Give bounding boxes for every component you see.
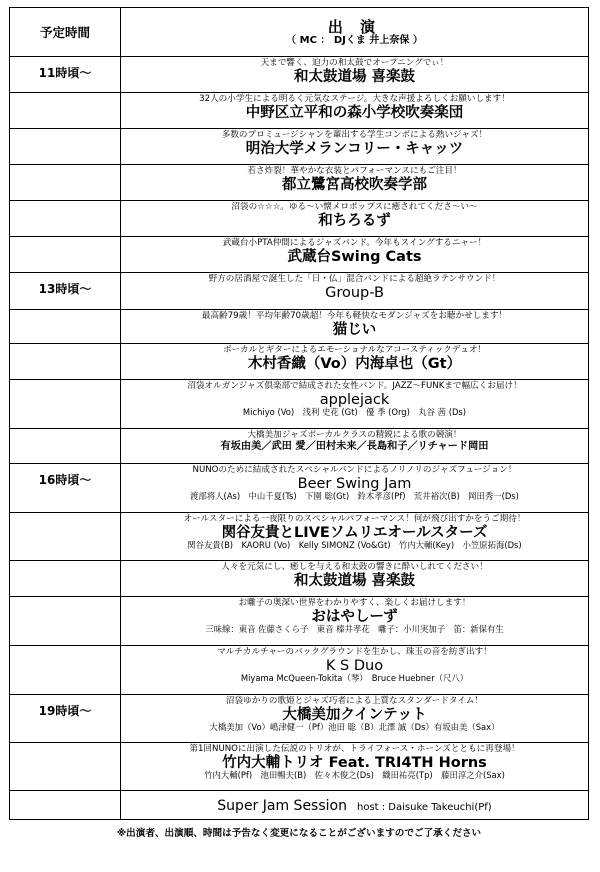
time-cell (10, 129, 121, 165)
final-session-host: host : Daisuke Takeuchi(Pf) (356, 802, 492, 814)
performance-description: 第1回NUNOに出演した伝説のトリオが、トライフォース・ホーンズとともに再登場！ (189, 744, 520, 754)
time-cell (10, 646, 121, 695)
performance-cell (121, 165, 589, 201)
performer-name: おはやしーず (311, 608, 398, 625)
time-cell (10, 597, 121, 646)
performer-name: 都立鷺宮高校吹奏学部 (282, 176, 427, 193)
performer-members: 渡部将人(As) 中山千夏(Ts) 下園 聡(Gt) 鈴木孝彦(Pf) 荒井裕次(B) 岡田秀一(Ds) (190, 490, 519, 501)
time-cell (10, 344, 121, 380)
time-label (10, 646, 120, 653)
time-label: 16時頃～ (38, 473, 92, 487)
schedule (9, 7, 589, 839)
time-cell (10, 237, 121, 273)
performer-name: 木村香織（Vo）内海卓也（Gt） (247, 355, 462, 372)
performer-name: K S Duo (325, 657, 384, 674)
performance-cell (121, 561, 589, 597)
performer-name: 和ちろるず (318, 212, 391, 229)
performer-members: Michiyo (Vo) 浅利 史花 (Gt) 優 季 (Org) 丸谷 茜 (Ds) (242, 406, 467, 417)
performance-description: 大橋美加ジャズボーカルクラスの精鋭による歌の競演！ (247, 430, 462, 440)
performance-cell (121, 93, 589, 129)
performance-cell (121, 237, 589, 273)
table-row (10, 695, 589, 743)
performer-name: 明治大学メランコリー・キャッツ (245, 140, 464, 157)
time-cell (10, 561, 121, 597)
table-row (10, 165, 589, 201)
time-label: 13時頃～ (38, 282, 92, 296)
time-label (10, 93, 120, 100)
time-label: 11時頃～ (38, 66, 92, 80)
performance-description: 武蔵台小PTA仲間によるジャズバンド。今年もスイングするニャー！ (222, 238, 487, 248)
performer-name: 竹内大輔トリオ Feat. TRI4TH Horns (222, 754, 487, 771)
time-column-header (10, 8, 121, 57)
schedule-table (9, 7, 589, 820)
time-cell (10, 273, 121, 310)
header-row (10, 8, 589, 57)
performance-description: マルチカルチャーのバックグラウンドを生かし、珠玉の音を紡ぎ出す！ (217, 647, 492, 657)
table-row (10, 561, 589, 597)
performer-header-title: 出 演 (327, 17, 382, 36)
performance-cell (121, 743, 589, 791)
performer-name: 大橋美加クインテット (282, 706, 427, 723)
performance-cell (121, 201, 589, 237)
table-row (10, 57, 589, 93)
time-label (10, 310, 120, 317)
time-cell (10, 380, 121, 429)
table-row (10, 380, 589, 429)
time-label: 19時頃～ (38, 704, 92, 718)
table-row (10, 237, 589, 273)
table-row (10, 93, 589, 129)
time-cell (10, 513, 121, 561)
table-row (10, 513, 589, 561)
table-row (10, 464, 589, 513)
table-row (10, 429, 589, 464)
time-cell (10, 743, 121, 791)
performer-name: applejack (319, 391, 390, 408)
performer-name: Beer Swing Jam (297, 475, 412, 492)
time-label (10, 513, 120, 520)
performance-description: NUNOのために結成されたスペシャルバンドによるノリノリのジャズフュージョン！ (192, 465, 517, 475)
time-label (10, 237, 120, 244)
performance-cell (121, 129, 589, 165)
performance-cell (121, 429, 589, 464)
time-cell (10, 201, 121, 237)
final-session-name: Super Jam Session (217, 798, 347, 815)
performance-description: ボーカルとギターによるエモーショナルなアコースティックデュオ！ (222, 345, 487, 355)
performer-members: 三味線：東音 佐藤さくら子 東音 榛井孝花 囃子：小川実加子 笛：新保有生 (205, 623, 504, 634)
performance-description: 32人の小学生による明るく元気なステージ。大きな声援よろしくお願いします！ (199, 94, 510, 104)
mc-credit: （ MC ： DJくま 井上奈保 ） (286, 35, 423, 47)
performance-description: お囃子の奥深い世界をわかりやすく、楽しくお届けします！ (238, 598, 471, 608)
performance-description: 若さ炸裂！華やかな衣装とパフォーマンスにもご注目！ (247, 166, 462, 176)
performance-description: 人々を元気にし、癒しを与える和太鼓の響きに酔いしれてください！ (221, 562, 488, 572)
time-label (10, 165, 120, 172)
performance-cell (121, 513, 589, 561)
time-cell (10, 429, 121, 464)
disclaimer-note: ※出演者、出演順、時間は予告なく変更になることがございますのでご了承ください (116, 828, 482, 839)
performer-members: Miyama McQueen-Tokita（琴） Bruce Huebner（尺八） (240, 672, 469, 683)
performer-column-header (121, 8, 589, 57)
time-cell (10, 310, 121, 344)
performance-description: 野方の居酒屋で誕生した「日・仏」混合バンドによる超絶ラテンサウンド！ (208, 274, 501, 284)
performer-members: 関谷友貴(B) KAORU (Vo) Kelly SIMONZ (Vo&Gt) 竹内大輔(Key) 小笠原拓海(Ds) (187, 539, 522, 550)
time-label (10, 380, 120, 387)
performer-name: 猫じい (332, 321, 377, 338)
performer-name: 中野区立平和の森小学校吹奏楽団 (245, 104, 464, 121)
time-cell (10, 695, 121, 743)
performer-members: 大橋美加（Vo）嶋津健一（Pf）池田 聡（B）北澤 誠（Ds）有坂由美（Sax） (209, 721, 500, 732)
performance-cell (121, 273, 589, 310)
performance-cell (121, 310, 589, 344)
performer-name: 和太鼓道場 喜楽鼓 (293, 572, 416, 589)
performance-cell (121, 380, 589, 429)
performance-description: 多数のプロミュージシャンを輩出する学生コンボによる熱いジャズ！ (221, 130, 488, 140)
table-row (10, 273, 589, 310)
time-cell (10, 464, 121, 513)
performance-cell (121, 695, 589, 743)
time-label (10, 597, 120, 604)
performance-description: 沼袋ゆかりの歌姫とジャズ巧者による上質なスタンダードタイム！ (225, 696, 484, 706)
performer-members: 竹内大輔(Pf) 池田暢夫(B) 佐々木俊之(Ds) 織田祐亮(Tp) 藤田淳之介(Sax) (204, 769, 505, 780)
performance-cell (121, 57, 589, 93)
time-cell (10, 791, 121, 820)
time-cell (10, 57, 121, 93)
time-label (10, 344, 120, 351)
time-cell (10, 93, 121, 129)
time-label (10, 201, 120, 208)
performance-cell (121, 464, 589, 513)
performance-cell (121, 597, 589, 646)
time-column-header-label: 予定時間 (39, 25, 90, 40)
time-label (10, 429, 120, 436)
time-cell (10, 165, 121, 201)
table-row (10, 344, 589, 380)
performer-name: 和太鼓道場 喜楽鼓 (293, 68, 416, 85)
table-row (10, 201, 589, 237)
table-row (10, 129, 589, 165)
performance-cell (121, 344, 589, 380)
table-row (10, 743, 589, 791)
performance-cell (121, 646, 589, 695)
performer-name: 武蔵台Swing Cats (287, 248, 422, 265)
performance-description: 沼袋オルガンジャズ倶楽部で結成された女性バンド。JAZZ～FUNKまで幅広くお届け！ (187, 381, 522, 391)
time-label (10, 743, 120, 750)
table-row (10, 310, 589, 344)
table-row (10, 646, 589, 695)
performer-members: 有坂由美／武田 愛／田村未来／長島和子／リチャード岡田 (220, 440, 489, 452)
performance-cell (121, 791, 589, 820)
performance-description: 天まで響く、迫力の和太鼓でオープニングでぃ！ (260, 58, 449, 68)
table-row (10, 597, 589, 646)
performance-description: オールスターによる一夜限りのスペシャルパフォーマンス！何が飛び出すかをうご期待！ (183, 514, 526, 524)
table-row-final (10, 791, 589, 820)
performer-name: 関谷友貴とLIVEソムリエオールスターズ (221, 524, 488, 541)
performance-description: 沼袋の☆☆☆。ゆる～い懐メロポップスに癒されてくださ～い～ (231, 202, 478, 212)
performance-description: 最高齢79歳！平均年齢70歳超！今年も軽快なモダンジャズをお聴かせします！ (201, 311, 508, 321)
time-label (10, 561, 120, 568)
time-label (10, 129, 120, 136)
performer-name: Group-B (325, 284, 384, 301)
